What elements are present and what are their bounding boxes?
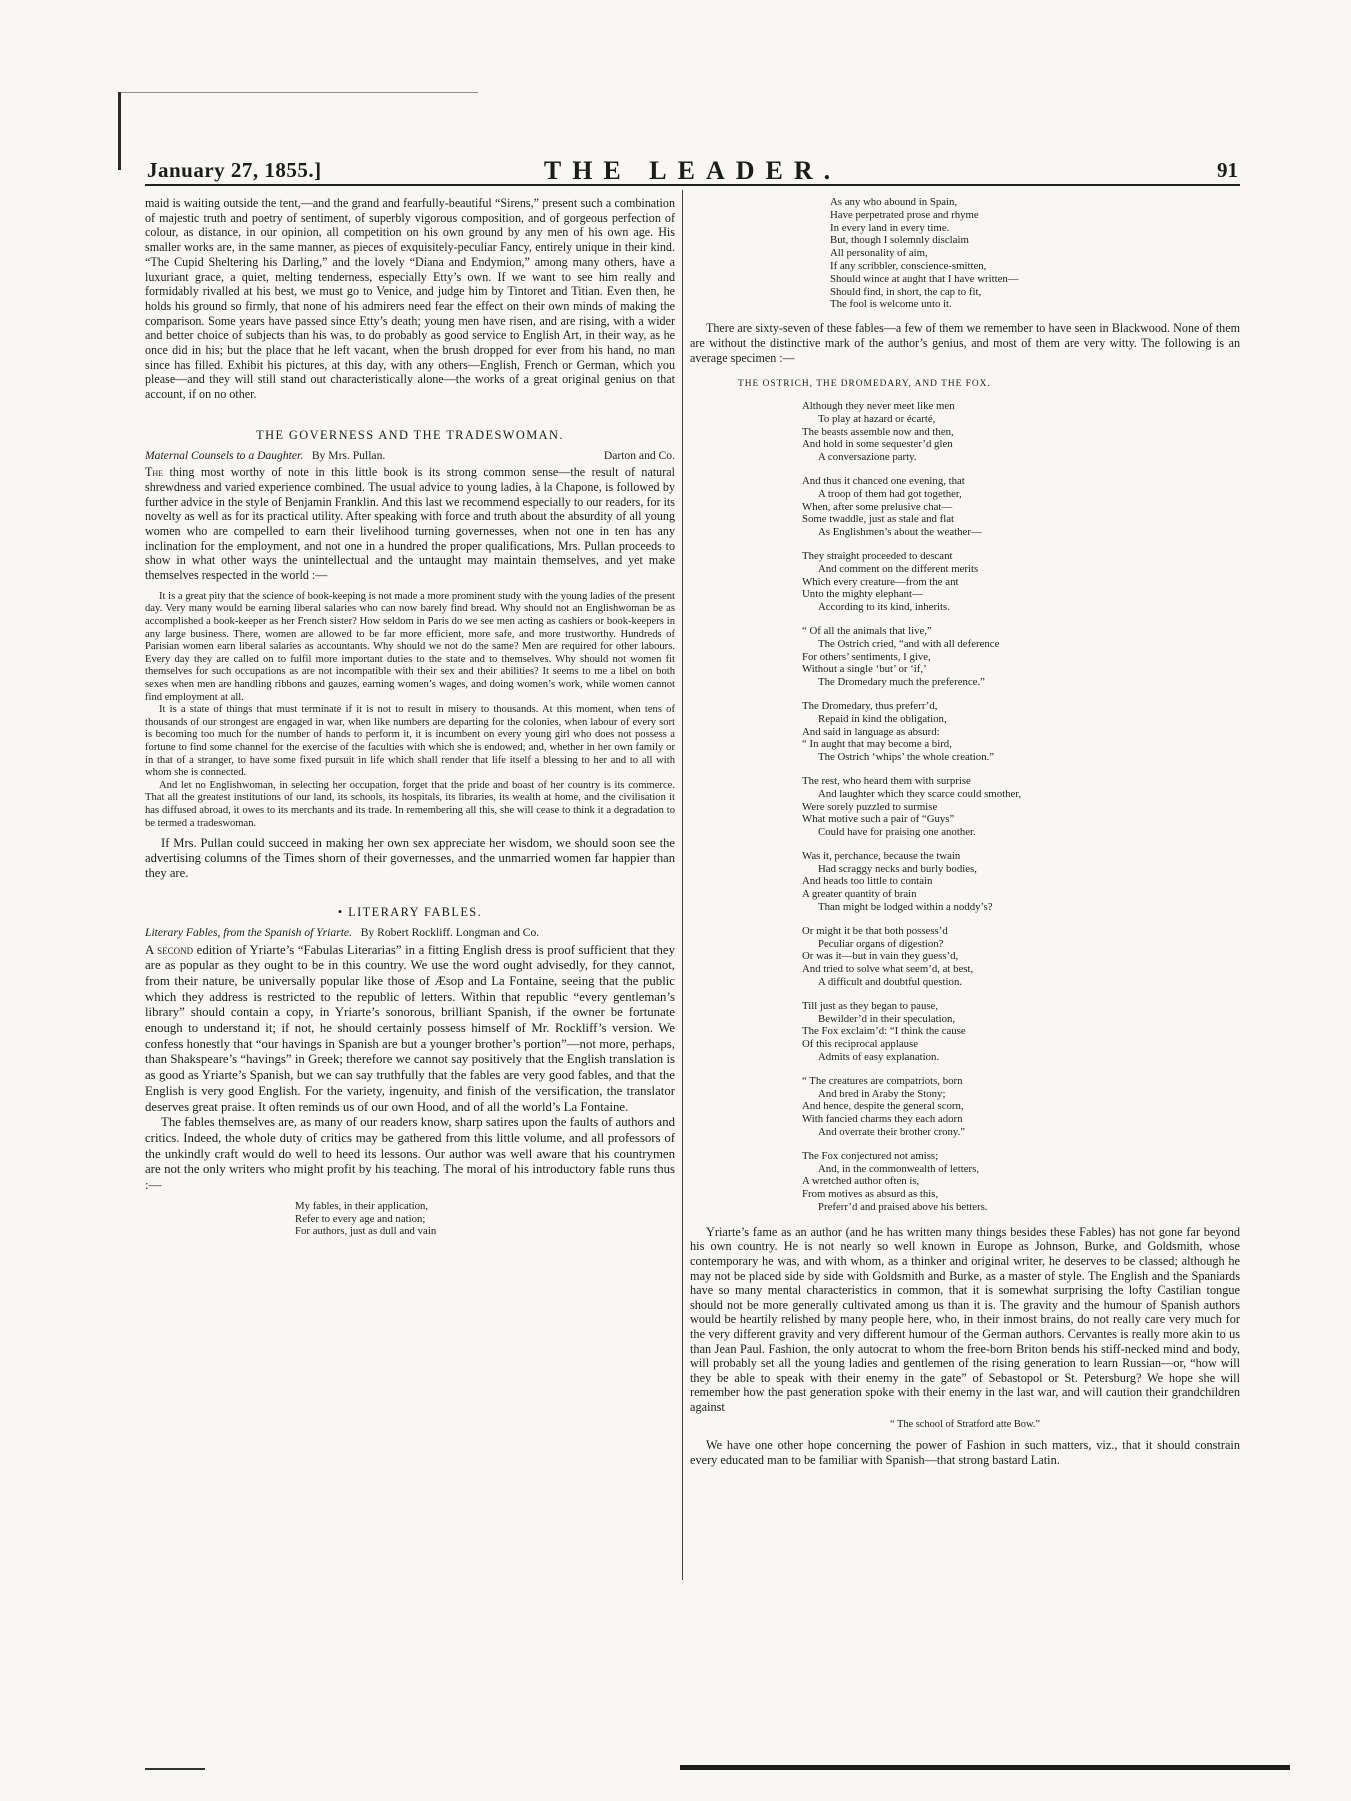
verse-line: Should find, in short, the cap to fit, [830, 285, 982, 298]
governess-review [145, 428, 675, 881]
fable-stanza [802, 550, 1240, 614]
fables-review-title: • LITERARY FABLES. [337, 905, 483, 920]
verse-line: Till just as they began to pause, [802, 999, 939, 1012]
scan-artifact-bottom [145, 1768, 205, 1770]
fable-stanza [802, 1150, 1240, 1214]
fables-body-1: edition of Yriarte’s “Fabulas Literarias” in a fitting English dress is proof sufficient that they are as popular as they ought to be in this country. We use the word ought advisedly, for they cannot, from their nature, be universally popular like those of Æsop and La Fontaine, seeing that the public which they address is restricted to the republic of letters. Within that republic “every gentleman’s library” should contain a copy, in Yriarte’s sonorous, brilliant Spanish, if the owner be fortunate enough to understand it; if not, he should certainly possess himself of Mr. Rockliff’s version. We confess honestly that “our havings in Spanish are but a younger brother’s portion”—not more, perhaps, than Shakspeare’s “havings” in Greek; therefore we cannot say positively that the English translation is as good as Yriarte’s Spanish, but we can say truthfully that the fables are very good fables, and that the English is very good English. For the variety, ingenuity, and finish of the versification, the translator deserves great praise. It often reminds us of our own Hood, and of all the world’s La Fontaine. [145, 942, 675, 1114]
verse-line: As any who abound in Spain, [830, 196, 958, 208]
verse-line: The rest, who heard them with surprise [802, 774, 971, 787]
verse-line: Could have for praising one another. [818, 826, 976, 839]
governess-lead-word: The [145, 465, 164, 480]
verse-line: In every land in every time. [830, 221, 950, 234]
verse-line: Was it, perchance, because the twain [802, 849, 961, 862]
verse-line: They straight proceeded to descant [802, 549, 953, 562]
stratford-citation: “ The school of Stratford atte Bow.” [889, 1418, 1041, 1430]
verse-line: As Englishmen’s about the weather— [818, 526, 982, 539]
issue-date: January 27, 1855.] [147, 158, 322, 182]
fable-stanza [802, 925, 1240, 989]
verse-line: Preferr’d and praised above his betters. [818, 1201, 988, 1214]
verse-line: And hence, despite the general scorn, [802, 1100, 964, 1113]
fable-stanza [802, 400, 1240, 464]
verse-line: And comment on the different merits [818, 562, 979, 575]
etty-review-conclusion: maid is waiting outside the tent,—and the grand and fearfully-beautiful “Sirens,” present such a combination of majestic truth and poetry of sentiment, of superbly vigorous composition, and of gorgeous perfection of colour, as distance, in our opinion, all competition on his own ground by any men of his own age. His smaller works are, in the same manner, as pieces of exquisitely-peculiar Fancy, entirely unique in their kind. “The Cupid Sheltering his Darling,” and the lovely “Diana and Endymion,” among many others, have a luxuriant grace, a quiet, melting tenderness, especially Etty’s own. If we want to see him really and formidably rivalled at his best, we must go to Venice, and judge him by Tintoret and Titian. Even then, he holds his ground so firmly, that none of his admirers need fear the effect on their own minds of making the comparison. Some years have passed since Etty’s death; young men have risen, and are rising, with a wider and better choice of subjects than his was, to do probably as good service to English Art, in their way, as he once did in his; but the place that he left vacant, when the brush dropped for ever from his hand, no man since has filled. Exhibit his pictures, at this day, with any others—English, French or German, which you please—and they will still stand out characteristically alone—the works of a great original genius on that account, if on no other. [145, 196, 675, 402]
verse-line: And said in language as absurd: [802, 725, 940, 738]
verse-line: “ Of all the animals that live,” [802, 624, 932, 637]
governess-book-title: Maternal Counsels to a Daughter. [145, 448, 304, 462]
ostrich-fable-verse [802, 400, 1240, 1214]
verse-line: Should wince at aught that I have written— [830, 272, 1019, 285]
verse-line: A difficult and doubtful question. [818, 976, 963, 989]
footer-rule [680, 1765, 1290, 1770]
fable-stanza [802, 1075, 1240, 1139]
verse-line: A wretched author often is, [802, 1175, 920, 1188]
fables-lead-word: A second [145, 942, 194, 957]
verse-line: When, after some prelusive chat— [802, 500, 953, 513]
verse-line: Some twaddle, just as stale and flat [802, 513, 955, 526]
fable-stanza [802, 850, 1240, 914]
scan-artifact-vertical [118, 92, 121, 170]
verse-line: A greater quantity of brain [802, 888, 917, 901]
governess-review-title: THE GOVERNESS AND THE TRADESWOMAN. [256, 427, 564, 442]
verse-line: To play at hazard or écarté, [818, 412, 936, 425]
fables-book-info [145, 926, 675, 941]
intro-fable-verse-continued [830, 196, 1240, 311]
verse-line: Or was it—but in vain they guess’d, [802, 950, 959, 963]
verse-line: And overrate their brother crony.” [818, 1126, 966, 1139]
governess-quote-para-2: It is a state of things that must terminate if it is not to result in misery to thousands. At this moment, when tens of thousands of our strongest are engaged in war, when like numbers are departing for the colonies, when labour of every sort is becoming too much for the number of hands to perform it, it is incumbent on every young girl who does not possess a fortune to find some channel for the exercise of the faculties with which she is endowed; and, whether in her own family or in that of a stranger, to have some fixed pursuit in life which shall render that life itself a blessing to her and to all with whom she is connected. [145, 704, 675, 779]
verse-line: According to its kind, inherits. [818, 601, 950, 614]
verse-line: And, in the commonwealth of letters, [818, 1162, 980, 1175]
verse-line: A troop of them had got together, [818, 487, 962, 500]
verse-line: With fancied charms they each adorn [802, 1113, 963, 1126]
verse-line: Without a single ‘but’ or ‘if,’ [802, 663, 927, 676]
fable-stanza [802, 475, 1240, 539]
verse-line: From motives as absurd as this, [802, 1188, 939, 1201]
verse-line: Repaid in kind the obligation, [818, 712, 947, 725]
verse-line: Have perpetrated prose and rhyme [830, 208, 979, 221]
fable-title: THE OSTRICH, THE DROMEDARY, AND THE FOX. [738, 379, 991, 390]
verse-line: But, though I solemnly disclaim [830, 234, 969, 247]
verse-line: The Ostrich cried, “and with all deference [818, 637, 1000, 650]
fables-review [145, 905, 675, 1238]
newspaper-title: THE LEADER. [543, 156, 842, 185]
page-number: 91 [1217, 158, 1238, 182]
governess-quote [145, 591, 675, 830]
verse-line: And laughter which they scarce could smother, [818, 787, 1022, 800]
fable-stanza [802, 775, 1240, 839]
page-header [145, 152, 1240, 186]
fables-book-title: Literary Fables, from the Spanish of Yriarte. [145, 925, 352, 939]
verse-line: Bewilder’d in their speculation, [818, 1012, 956, 1025]
verse-line: Had scraggy necks and burly bodies, [818, 862, 977, 875]
governess-book-author: By Mrs. Pullan. [311, 448, 386, 462]
verse-line: The fool is welcome unto it. [830, 298, 952, 311]
verse-line: The Dromedary, thus preferr’d, [802, 699, 938, 712]
verse-line: And tried to solve what seem’d, at best, [802, 963, 974, 976]
verse-line: The Dromedary much the preference.” [818, 676, 985, 689]
verse-line: The Ostrich ‘whips’ the whole creation.” [818, 751, 995, 764]
verse-line: Unto the mighty elephant— [802, 588, 923, 601]
verse-line: For authors, just as dull and vain [295, 1225, 437, 1238]
governess-book-info [145, 449, 675, 464]
verse-line: Admits of easy explanation. [818, 1051, 940, 1064]
yriarte-fame-paragraph: Yriarte’s fame as an author (and he has written many things besides these Fables) has not gone far beyond his own country. He is not nearly so well known in Europe as Johnson, Burke, and Goldsmith, whose contemporary he was, and with whom, as a thinker and original writer, he deserves to be classed; although he may not be placed side by side with Goldsmith and Burke, as a master of style. The English and the Spaniards have so many mental characteristics in common, that it is somewhat surprising the lofty Castilian tongue should not be more generally cultivated among us than it is. The gravity and the humour of Spanish authors would be heartily relished by many people here, who, in their inmost brains, do not really care very much for the very different gravity and very different humour of the German authors. Cervantes is really more akin to us than Jean Paul. Fashion, the only autocrat to whom the free-born Briton bends his stiff-necked mind and body, will probably set all the young ladies and gentlemen of the rising generation to learn Russian—or, “how will they be able to speak with their enemy in the gate” of Sebastopol or St. Petersburg? We hope she will remember how the past generation spoke with their enemy in the last war, and will caution their grandchildren against [690, 1224, 1240, 1414]
fable-stanza [802, 1000, 1240, 1064]
governess-quote-para-3: And let no Englishwoman, in selecting her occupation, forget that the pride and boast of her country is its commerce. That all the greatest institutions of our land, its schools, its hospitals, its libraries, its wealth at home, and the civilisation it has diffused abroad, it owes to its merchants and its trade. In remembering all this, she will cease to think it a degradation to be termed a tradeswoman. [145, 779, 675, 829]
right-column [690, 196, 1240, 1467]
verse-line: A conversazione party. [818, 451, 917, 464]
fables-commentary: There are sixty-seven of these fables—a few of them we remember to have seen in Blackwood. None of them are without the distinctive mark of the author’s genius, and most of them are very witty. The following is an average specimen :— [690, 321, 1240, 365]
verse-line: “ The creatures are compatriots, born [802, 1074, 963, 1087]
verse-line: Than might be lodged within a noddy’s? [818, 901, 993, 914]
verse-line: The beasts assemble now and then, [802, 425, 954, 438]
verse-line: And thus it chanced one evening, that [802, 474, 965, 487]
verse-line: My fables, in their application, [295, 1199, 429, 1212]
fable-stanza [802, 700, 1240, 764]
left-column [145, 196, 675, 1238]
verse-line: Of this reciprocal applause [802, 1038, 919, 1051]
verse-line: Were sorely puzzled to surmise [802, 800, 938, 813]
verse-line: If any scribbler, conscience-smitten, [830, 259, 987, 272]
verse-line: And hold in some sequester’d glen [802, 438, 953, 451]
verse-line: Refer to every age and nation; [295, 1212, 426, 1225]
verse-line: All personality of aim, [830, 247, 928, 260]
fables-body-2: The fables themselves are, as many of our readers know, sharp satires upon the faults of authors and critics. Indeed, the whole duty of critics may be gathered from this little volume, and all professors of the unkindly craft would do well to heed its lessons. Our author was well aware that his countrymen are not the only writers who might profit by his teaching. The moral of his introductory fable runs thus :— [145, 1115, 675, 1193]
fable-stanza [802, 625, 1240, 689]
verse-line: And bred in Araby the Stony; [818, 1087, 946, 1100]
verse-line: And heads too little to contain [802, 875, 933, 888]
governess-publisher: Darton and Co. [603, 448, 675, 462]
intro-fable-verse [295, 1200, 675, 1238]
column-divider [682, 190, 683, 1580]
verse-line: Although they never meet like men [802, 399, 955, 412]
verse-line: For others’ sentiments, I give, [802, 650, 931, 663]
governess-closing: If Mrs. Pullan could succeed in making her own sex appreciate her wisdom, we should soon see the advertising columns of the Times shorn of their governesses, and the unmarried women far happier than they are. [145, 836, 675, 881]
governess-quote-para-1: It is a great pity that the science of book-keeping is not made a more prominent study with the young ladies of the present day. Very many would be earning liberal salaries who can now barely find bread. Why should not an Englishwoman be as accomplished a book-keeper as her French sister? How seldom in Paris do we see men acting as cashiers or book-keepers in any large business. There, women are allowed to be far more efficient, more safe, and more trustworthy. Hundreds of Parisian women earn liberal salaries as accountants. Why should we not do the same? Men are required for other labours. Every day they are called on to fulfil more important duties to the state and to themselves. Why should not women fit themselves for such occupations as are not incompatible with their sex and their abilities? It seems to me a libel on both sexes when men are handling ribbons and gauzes, earning women’s wages, and doing women’s work, while women cannot find employment at all. [145, 590, 675, 703]
verse-line: Or might it be that both possess’d [802, 924, 948, 937]
governess-body: thing most worthy of note in this little book is its strong common sense—the result of natural shrewdness and varied experience combined. The usual advice to young ladies, à la Chapone, is followed by further advice in the style of Benjamin Franklin. And this last we recommend especially to our readers, for its novelty as well as for its practical utility. After speaking with force and truth about the absurdity of all young women who are compelled to earn their livelihood turning governesses, when not one in ten has any inclination for the employment, and not one in a hundred the proper qualifications, Mrs. Pullan proceeds to show in what other ways the unintellectual and the untaught may maintain themselves, and yet make themselves respected in the world :— [145, 465, 675, 583]
verse-line: Peculiar organs of digestion? [818, 937, 944, 950]
verse-line: The Fox exclaim’d: “I think the cause [802, 1025, 966, 1038]
fashion-hope-paragraph: We have one other hope concerning the power of Fashion in such matters, viz., that it should constrain every educated man to be familiar with Spanish—that strong bastard Latin. [690, 1438, 1240, 1467]
verse-line: “ In aught that may become a bird, [802, 738, 952, 751]
scan-artifact-horizontal [118, 92, 478, 93]
fables-book-author: By Robert Rockliff. Longman and Co. [360, 925, 540, 939]
verse-line: Which every creature—from the ant [802, 575, 959, 588]
verse-line: What motive such a pair of “Guys” [802, 813, 955, 826]
verse-line: The Fox conjectured not amiss; [802, 1149, 939, 1162]
